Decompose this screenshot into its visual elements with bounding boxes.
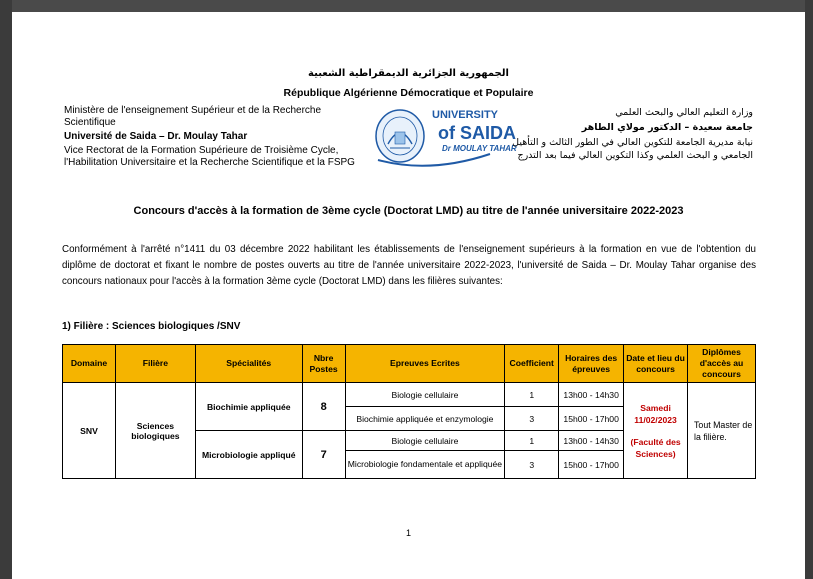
header-coefficient: Coefficient [505,345,559,383]
document-page [12,12,805,579]
french-republic-title: République Algérienne Démocratique et Populaire [283,87,534,99]
cell-diplomes: Tout Master de la filière. [688,383,756,479]
arabic-republic-title: الجمهورية الجزائرية الديمقراطية الشعبية [308,68,509,79]
page-number: 1 [405,528,411,538]
cell-epreuve: Biologie cellulaire [345,383,505,407]
cell-coef: 3 [505,407,559,431]
cell-epreuve: Microbiologie fondamentale et appliquée [345,451,505,479]
cell-horaire: 15h00 - 17h00 [559,451,624,479]
cell-specialite-1: Biochimie appliquée [195,383,302,431]
cell-coef: 1 [505,383,559,407]
university-fr: Université de Saida – Dr. Moulay Tahar [64,131,248,142]
ministry-fr: Ministère de l'enseignement Supérieur et de la Recherche Scientifique [64,105,322,128]
date-lieu: (Faculté des Sciences) [630,436,681,459]
table-header-row [63,345,756,383]
cell-horaire: 13h00 - 14h30 [559,431,624,451]
cell-postes-2: 7 [302,431,345,479]
header-right-block [483,106,753,162]
header-specialites: Spécialités [195,345,302,383]
viewer-left-edge [0,0,12,579]
cell-epreuve: Biochimie appliquée et enzymologie [345,407,505,431]
cell-filiere: Sciences biologiques [115,383,195,479]
cell-horaire: 15h00 - 17h00 [559,407,624,431]
cell-date-lieu [624,383,688,479]
concours-table [62,344,756,479]
cell-horaire: 13h00 - 14h30 [559,383,624,407]
ministry-ar: وزارة التعليم العالي والبحث العلمي [615,107,753,118]
cell-specialite-2: Microbiologie appliqué [195,431,302,479]
viewer-right-edge [805,0,813,579]
header-domaine: Domaine [63,345,116,383]
section-heading: 1) Filière : Sciences biologiques /SNV [62,321,241,332]
logo-text-university: UNIVERSITY [432,109,499,121]
vice-rectorat-fr: Vice Rectorat de la Formation Supérieure de Troisième Cycle, l'Habilitation Universitaire et la Recherche Scientifique et la FSPG [64,145,355,168]
header-filiere: Filière [115,345,195,383]
header-horaires: Horaires des épreuves [559,345,624,383]
header-diplomes: Diplômes d'accès au concours [688,345,756,383]
logo-text-saida: of SAIDA [438,123,516,143]
header-nbre-postes: Nbre Postes [302,345,345,383]
intro-paragraph: Conformément à l'arrêté n°1411 du 03 décembre 2022 habilitant les établissements de l'enseignement supérieurs à la formation en vue de l'obtention du diplôme de doctorat et fixant le nombre de postes ouverts au titre de l'année universitaire 2022-2023, l'université de Saida – Dr. Moulay Tahar organise des concours nationaux pour l'accès à la formation 3ème cycle (Doctorat LMD) dans les filières suivantes: [62,244,756,287]
university-ar: جامعة سعيدة – الدكتور مولاي الطاهر [581,122,753,133]
header-left-block [64,105,364,169]
date-value: 11/02/2023 [634,414,677,425]
cell-domaine: SNV [63,383,116,479]
table-row [63,383,756,407]
cell-epreuve: Biologie cellulaire [345,431,505,451]
date-day: Samedi [640,402,671,413]
logo-text-moulay: Dr MOULAY TAHAR [442,144,517,153]
concours-title: Concours d'accès à la formation de 3ème cycle (Doctorat LMD) au titre de l'année universitaire 2022-2023 [133,205,684,217]
header-epreuves: Epreuves Ecrites [345,345,505,383]
cell-coef: 1 [505,431,559,451]
cell-coef: 3 [505,451,559,479]
header-date-lieu: Date et lieu du concours [624,345,688,383]
vice-rectorat-ar: نيابة مديرية الجامعة للتكوين العالي في الطور الثالث و التأهيل الجامعي و البحث العلمي وكذا التكوين العالي فيما بعد التدرج [512,137,753,161]
cell-postes-1: 8 [302,383,345,431]
